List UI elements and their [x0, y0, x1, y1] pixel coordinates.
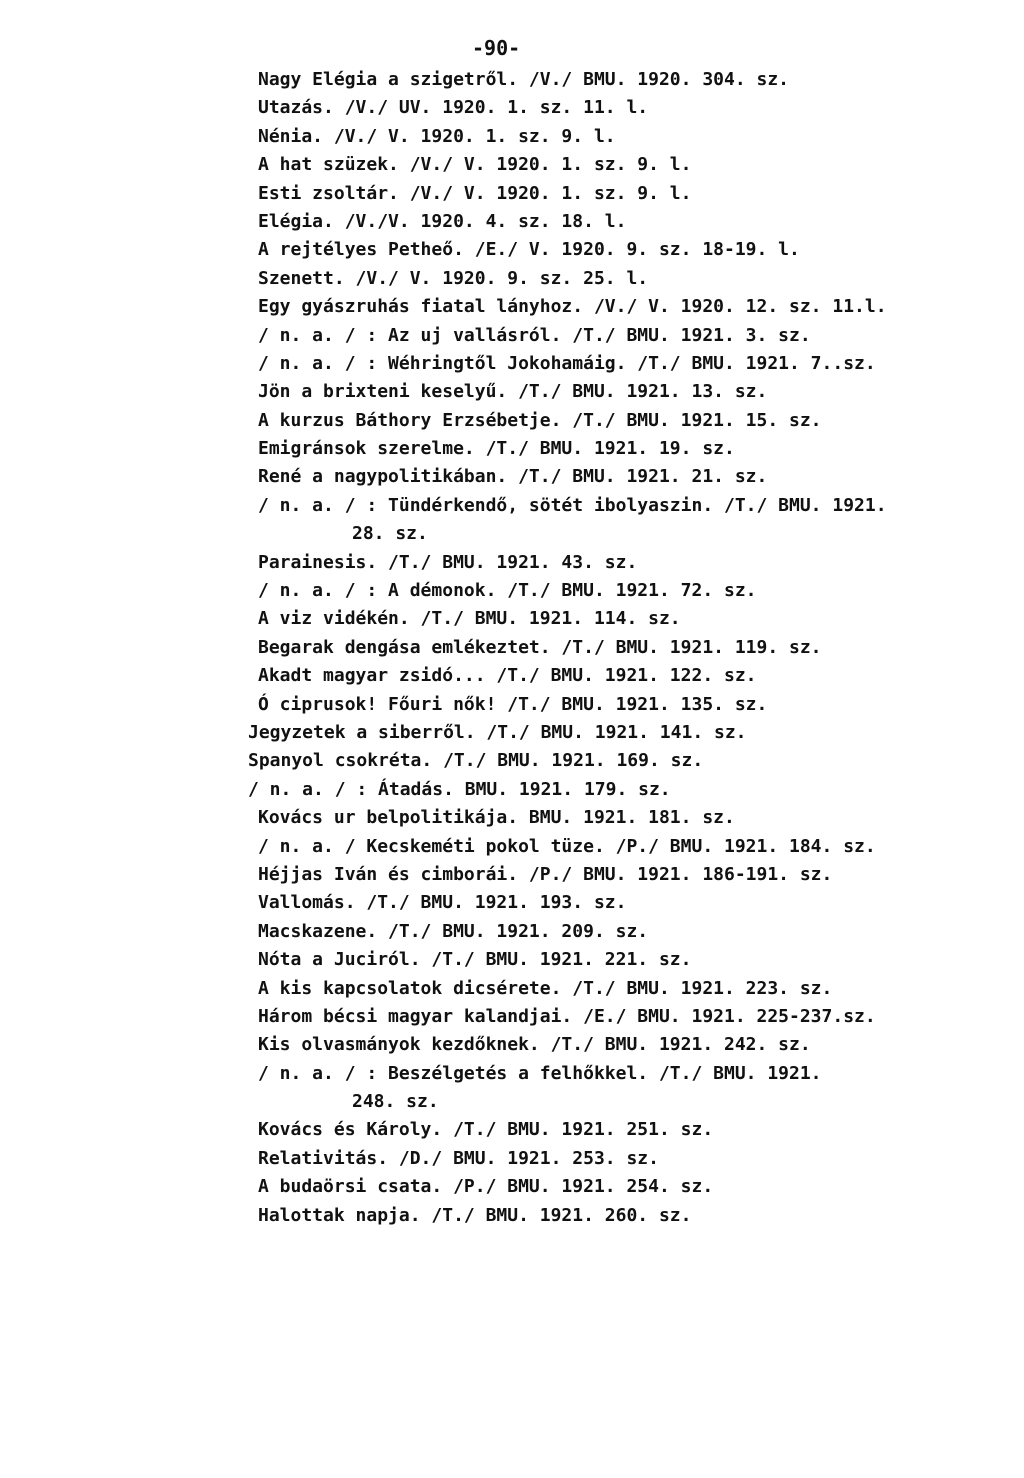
- bibliography-entry: A kurzus Báthory Erzsébetje. /T./ BMU. 1921. 15. sz.: [258, 409, 822, 431]
- bibliography-list: [0, 66, 1024, 1230]
- bibliography-entry: A hat szüzek. /V./ V. 1920. 1. sz. 9. l.: [258, 154, 692, 176]
- bibliography-entry: Jön a brixteni keselyű. /T./ BMU. 1921. 13. sz.: [258, 381, 768, 403]
- bibliography-entry: René a nagypolitikában. /T./ BMU. 1921. 21. sz.: [258, 466, 768, 488]
- bibliography-entry: / n. a. / : Wéhringtől Jokohamáig. /T./ BMU. 1921. 7..sz.: [258, 352, 876, 374]
- bibliography-entry: Emigránsok szerelme. /T./ BMU. 1921. 19. sz.: [258, 438, 735, 460]
- bibliography-entry: Kis olvasmányok kezdőknek. /T./ BMU. 1921. 242. sz.: [258, 1034, 811, 1056]
- bibliography-entry: Relativitás. /D./ BMU. 1921. 253. sz.: [258, 1147, 659, 1169]
- bibliography-entry: Szenett. /V./ V. 1920. 9. sz. 25. l.: [258, 267, 649, 289]
- bibliography-entry: Kovács ur belpolitikája. BMU. 1921. 181. sz.: [258, 807, 735, 829]
- bibliography-entry: Nóta a Juciról. /T./ BMU. 1921. 221. sz.: [258, 949, 692, 971]
- bibliography-entry: A rejtélyes Petheő. /E./ V. 1920. 9. sz. 18-19. l.: [258, 239, 800, 261]
- bibliography-entry: / n. a. / : Átadás. BMU. 1921. 179. sz.: [248, 778, 671, 800]
- bibliography-entry: / n. a. / : Tündérkendő, sötét ibolyaszin. /T./ BMU. 1921.: [258, 494, 887, 516]
- bibliography-entry: Macskazene. /T./ BMU. 1921. 209. sz.: [258, 920, 649, 942]
- bibliography-entry: Nagy Elégia a szigetről. /V./ BMU. 1920. 304. sz.: [258, 69, 790, 90]
- bibliography-entry-continuation: 248. sz.: [352, 1091, 439, 1113]
- bibliography-entry: A viz vidékén. /T./ BMU. 1921. 114. sz.: [258, 608, 681, 630]
- bibliography-entry: / n. a. / : Az uj vallásról. /T./ BMU. 1921. 3. sz.: [258, 324, 811, 346]
- bibliography-entry: Begarak dengása emlékeztet. /T./ BMU. 1921. 119. sz.: [258, 636, 822, 658]
- page-number: -90-: [472, 36, 521, 60]
- bibliography-entry: Kovács és Károly. /T./ BMU. 1921. 251. sz.: [258, 1119, 714, 1141]
- bibliography-entry: Egy gyászruhás fiatal lányhoz. /V./ V. 1920. 12. sz. 11.l.: [258, 296, 887, 318]
- bibliography-entry: Halottak napja. /T./ BMU. 1921. 260. sz.: [258, 1204, 692, 1226]
- bibliography-entry: Vallomás. /T./ BMU. 1921. 193. sz.: [258, 892, 627, 914]
- bibliography-entry: Három bécsi magyar kalandjai. /E./ BMU. 1921. 225-237.sz.: [258, 1005, 876, 1027]
- bibliography-entry-continuation: 28. sz.: [352, 523, 428, 545]
- bibliography-entry: / n. a. / Kecskeméti pokol tüze. /P./ BMU. 1921. 184. sz.: [258, 835, 876, 857]
- bibliography-entry: Parainesis. /T./ BMU. 1921. 43. sz.: [258, 551, 638, 573]
- bibliography-entry: Akadt magyar zsidó... /T./ BMU. 1921. 122. sz.: [258, 665, 757, 687]
- bibliography-entry: Spanyol csokréta. /T./ BMU. 1921. 169. sz.: [248, 750, 704, 772]
- bibliography-entry: A budaörsi csata. /P./ BMU. 1921. 254. sz.: [258, 1176, 714, 1198]
- bibliography-entry: / n. a. / : A démonok. /T./ BMU. 1921. 72. sz.: [258, 580, 757, 602]
- bibliography-entry: Elégia. /V./V. 1920. 4. sz. 18. l.: [258, 210, 627, 232]
- bibliography-entry: Ó ciprusok! Főuri nők! /T./ BMU. 1921. 135. sz.: [258, 693, 768, 715]
- bibliography-entry: Esti zsoltár. /V./ V. 1920. 1. sz. 9. l.: [258, 182, 692, 204]
- bibliography-entry: A kis kapcsolatok dicsérete. /T./ BMU. 1921. 223. sz.: [258, 977, 833, 999]
- bibliography-entry: Utazás. /V./ UV. 1920. 1. sz. 11. l.: [258, 97, 649, 119]
- bibliography-entry: Héjjas Iván és cimborái. /P./ BMU. 1921. 186-191. sz.: [258, 863, 833, 885]
- bibliography-entry: Nénia. /V./ V. 1920. 1. sz. 9. l.: [258, 125, 616, 147]
- bibliography-entry: / n. a. / : Beszélgetés a felhőkkel. /T./ BMU. 1921.: [258, 1062, 822, 1084]
- bibliography-entry: Jegyzetek a siberről. /T./ BMU. 1921. 141. sz.: [248, 721, 747, 743]
